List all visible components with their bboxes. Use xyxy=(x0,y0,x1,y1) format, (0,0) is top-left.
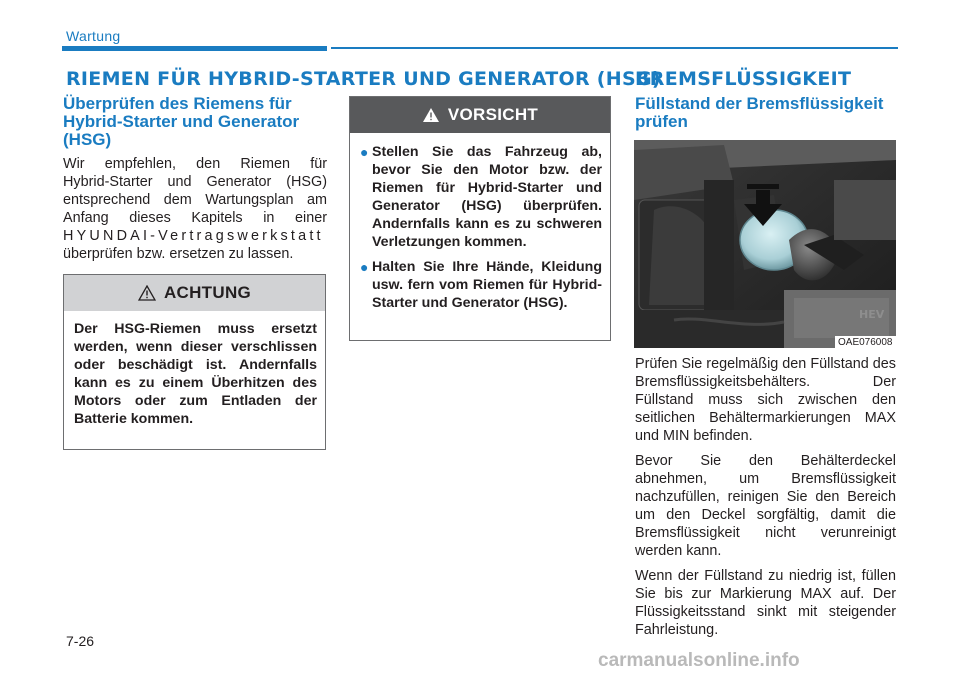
brake-fluid-paragraph: Prüfen Sie regelmäßig den Füllstand des Bremsflüssigkeitsbehälters. Der Füllstand muss sich zwischen den seitlichen Behältermarkierungen MAX und MIN befinden. xyxy=(635,356,896,444)
image-reference-code: OAE076008 xyxy=(835,336,896,349)
brake-fluid-paragraph: Bevor Sie den Behälterdeckel abnehmen, um Bremsflüssigkeit nachzufüllen, reinigen Sie den Bereich um den Deckel sorgfältig, damit die Bremsflüssigkeit nicht verunreinigt werden kann. xyxy=(635,453,896,559)
caution-list xyxy=(350,133,610,327)
caution-item: ● Stellen Sie das Fahrzeug ab, bevor Sie den Motor bzw. der Riemen für Hybrid-Starter und Generator (HSG) überprüfen. Andernfalls kann es zu schweren Verletzungen kommen. xyxy=(360,144,602,250)
notice-title: ACHTUNG xyxy=(163,283,252,302)
section-title-brake-fluid: BREMSFLÜSSIGKEIT xyxy=(635,68,852,90)
notice-box xyxy=(63,274,326,450)
header-bar-accent xyxy=(62,46,327,51)
subtitle-belt-check: Überprüfen des Riemens für Hybrid-Starter und Generator (HSG) xyxy=(63,94,300,149)
bullet-icon: ● xyxy=(360,144,369,160)
bullet-icon: ● xyxy=(360,259,369,275)
brake-fluid-text xyxy=(635,355,896,646)
section-label: Wartung xyxy=(66,28,121,44)
watermark: carmanualsonline.info xyxy=(598,650,800,671)
warning-triangle-icon xyxy=(138,285,156,301)
page-number: 7-26 xyxy=(66,633,95,649)
notice-text: Der HSG-Riemen muss ersetzt werden, wenn dieser verschlissen oder beschädigt ist. Andernfalls kann es zu einem Überhitzen des Motors oder zum Entladen der Batterie kommen. xyxy=(74,321,317,427)
caution-box xyxy=(349,96,611,341)
notice-header xyxy=(64,275,325,311)
hev-emboss: HEV xyxy=(859,308,885,321)
header-rule xyxy=(331,47,898,49)
subtitle-fluid-level: Füllstand der Bremsflüssigkeit prüfen xyxy=(635,94,884,131)
warning-triangle-icon xyxy=(422,107,440,123)
brake-fluid-paragraph: Wenn der Füllstand zu niedrig ist, füllen Sie bis zur Markierung MAX auf. Der Flüssigkeitsstand sinkt mit steigender Fahrleistung. xyxy=(635,568,896,638)
caution-header xyxy=(350,97,610,133)
section-title-hsg: RIEMEN FÜR HYBRID-STARTER UND GENERATOR (HSG) xyxy=(66,68,661,90)
caution-title: VORSICHT xyxy=(447,105,539,124)
belt-check-paragraph: Wir empfehlen, den Riemen für Hybrid-Starter und Generator (HSG) entsprechend dem Wartungsplan am Anfang dieses Kapitels in einer HYUNDAI-Vertragswerkstatt überprüfen bzw. ersetzen zu lassen. xyxy=(63,156,327,262)
caution-item: ● Halten Sie Ihre Hände, Kleidung usw. fern vom Riemen für Hybrid-Starter und Generator (HSG). xyxy=(360,259,602,311)
engine-bay-photo xyxy=(634,140,896,348)
